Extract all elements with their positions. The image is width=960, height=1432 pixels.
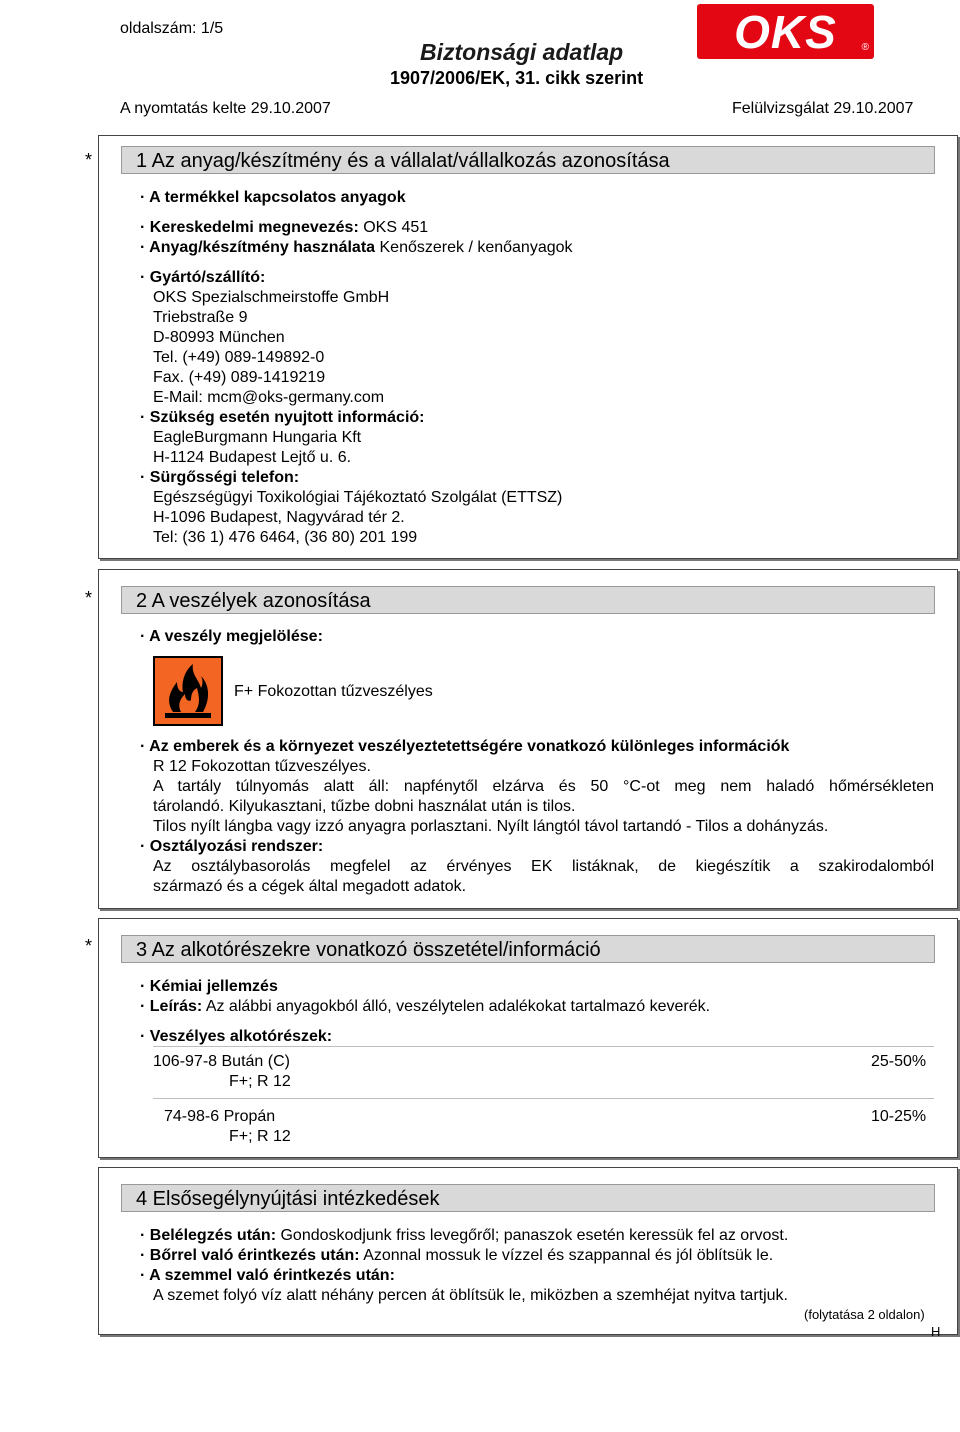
section-3-title: 3 Az alkotórészekre vonatkozó összetétel/információ <box>121 935 935 963</box>
special-info-line: A tartály túlnyomás alatt áll: napfénytől elzárva és 50 °C-ot meg nem haladó hőmérsékleten <box>153 778 934 795</box>
description-row <box>140 997 710 1017</box>
classification-line: származó és a cégek által megadott adatok. <box>153 878 467 895</box>
manufacturer-line: D-80993 München <box>153 329 285 346</box>
skin-contact-value: Azonnal mossuk le vízzel és szappannal és jól öblítsük le. <box>363 1247 774 1264</box>
emergency-label: · Sürgősségi telefon: <box>140 469 300 486</box>
trade-name-row <box>140 218 428 238</box>
special-info-line: tárolandó. Kilyukasztani, tűzbe dobni használat után is tilos. <box>153 798 576 815</box>
continued-note: (folytatása 2 oldalon) <box>804 1307 925 1322</box>
document-title: Biztonsági adatlap <box>420 39 624 65</box>
manufacturer-line: Triebstraße 9 <box>153 309 248 326</box>
info-label: · Szükség esetén nyujtott információ: <box>140 409 425 426</box>
manufacturer-line: OKS Spezialschmeirstoffe GmbH <box>153 289 390 306</box>
inhalation-row <box>140 1226 788 1246</box>
description-value: Az alábbi anyagokból álló, veszélytelen adalékokat tartalmazó keverék. <box>205 998 711 1015</box>
special-info-line: R 12 Fokozottan tűzveszélyes. <box>153 758 371 775</box>
revision-marker: * <box>85 588 93 608</box>
print-date: A nyomtatás kelte 29.10.2007 <box>120 100 331 117</box>
classification-line: Az osztálybasorolás megfelel az érvényes EK listáknak, de kiegészítik a szakirodalomból <box>153 858 934 875</box>
eye-contact-value: A szemet folyó víz alatt néhány percen át öblítsük le, miközben a szemhéjat nyitva tartjuk. <box>153 1287 788 1304</box>
special-info-label: · Az emberek és a környezet veszélyeztetettségére vonatkozó különleges információk <box>140 738 790 755</box>
use-value: Kenőszerek / kenőanyagok <box>379 239 573 256</box>
chemical-characterization-label: · Kémiai jellemzés <box>140 978 278 995</box>
section-4-title: 4 Elsősegélynyújtási intézkedések <box>121 1184 935 1212</box>
inhalation-value: Gondoskodjunk friss levegőről; panaszok esetén keressük fel az orvost. <box>280 1227 789 1244</box>
emergency-line: Tel: (36 1) 476 6464, (36 80) 201 199 <box>153 529 418 546</box>
revision-date: Felülvizsgálat 29.10.2007 <box>732 100 914 117</box>
manufacturer-line: Fax. (+49) 089-1419219 <box>153 369 326 386</box>
use-row <box>140 238 573 258</box>
description-label: · Leírás: <box>140 998 203 1015</box>
component-id: 106-97-8 Bután (C) <box>153 1053 290 1070</box>
inhalation-label: · Belélegzés után: <box>140 1227 277 1244</box>
section-1-title: 1 Az anyag/készítmény és a vállalat/vállalkozás azonosítása <box>121 146 935 174</box>
component-range: 25-50% <box>871 1053 927 1070</box>
skin-contact-row <box>140 1246 773 1266</box>
hazard-marking-label: · A veszély megjelölése: <box>140 628 323 645</box>
classification-label: · Osztályozási rendszer: <box>140 838 324 855</box>
document-subtitle: 1907/2006/EK, 31. cikk szerint <box>390 68 644 88</box>
hazardous-components-label: · Veszélyes alkotórészek: <box>140 1028 333 1045</box>
component-range: 10-25% <box>871 1108 927 1125</box>
page-number: oldalszám: 1/5 <box>120 20 224 37</box>
manufacturer-line: E-Mail: mcm@oks-germany.com <box>153 389 385 406</box>
use-label: · Anyag/készítmény használata <box>140 239 376 256</box>
section-2-title: 2 A veszélyek azonosítása <box>121 586 935 614</box>
component-id: 74-98-6 Propán <box>164 1108 276 1125</box>
info-line: EagleBurgmann Hungaria Kft <box>153 429 362 446</box>
registered-mark: ® <box>861 42 869 53</box>
emergency-line: H-1096 Budapest, Nagyvárad tér 2. <box>153 509 405 526</box>
special-info-line: Tilos nyílt lángba vagy izzó anyagra porlasztani. Nyílt lángtól távol tartandó - Tilos a dohányzás. <box>153 818 829 835</box>
table-rule <box>153 1046 934 1047</box>
table-rule <box>153 1098 934 1099</box>
products-label: · A termékkel kapcsolatos anyagok <box>140 189 406 206</box>
component-class: F+; R 12 <box>229 1073 291 1090</box>
oks-logo <box>697 4 874 59</box>
component-class: F+; R 12 <box>229 1128 291 1145</box>
revision-marker: * <box>85 936 93 956</box>
hazard-text: F+ Fokozottan tűzveszélyes <box>234 683 433 700</box>
skin-contact-label: · Bőrrel való érintkezés után: <box>140 1247 360 1264</box>
emergency-line: Egészségügyi Toxikológiai Tájékoztató Szolgálat (ETTSZ) <box>153 489 563 506</box>
eye-contact-label: · A szemmel való érintkezés után: <box>140 1267 395 1284</box>
manufacturer-line: Tel. (+49) 089-149892-0 <box>153 349 325 366</box>
trade-name-label: · Kereskedelmi megnevezés: <box>140 219 359 236</box>
flame-icon <box>153 656 223 726</box>
logo-text: OKS <box>734 5 837 58</box>
revision-marker: * <box>85 150 93 170</box>
manufacturer-label: · Gyártó/szállító: <box>140 269 266 286</box>
footer-mark: H <box>931 1324 941 1339</box>
trade-name-value: OKS 451 <box>363 219 429 236</box>
info-line: H-1124 Budapest Lejtő u. 6. <box>153 449 352 466</box>
